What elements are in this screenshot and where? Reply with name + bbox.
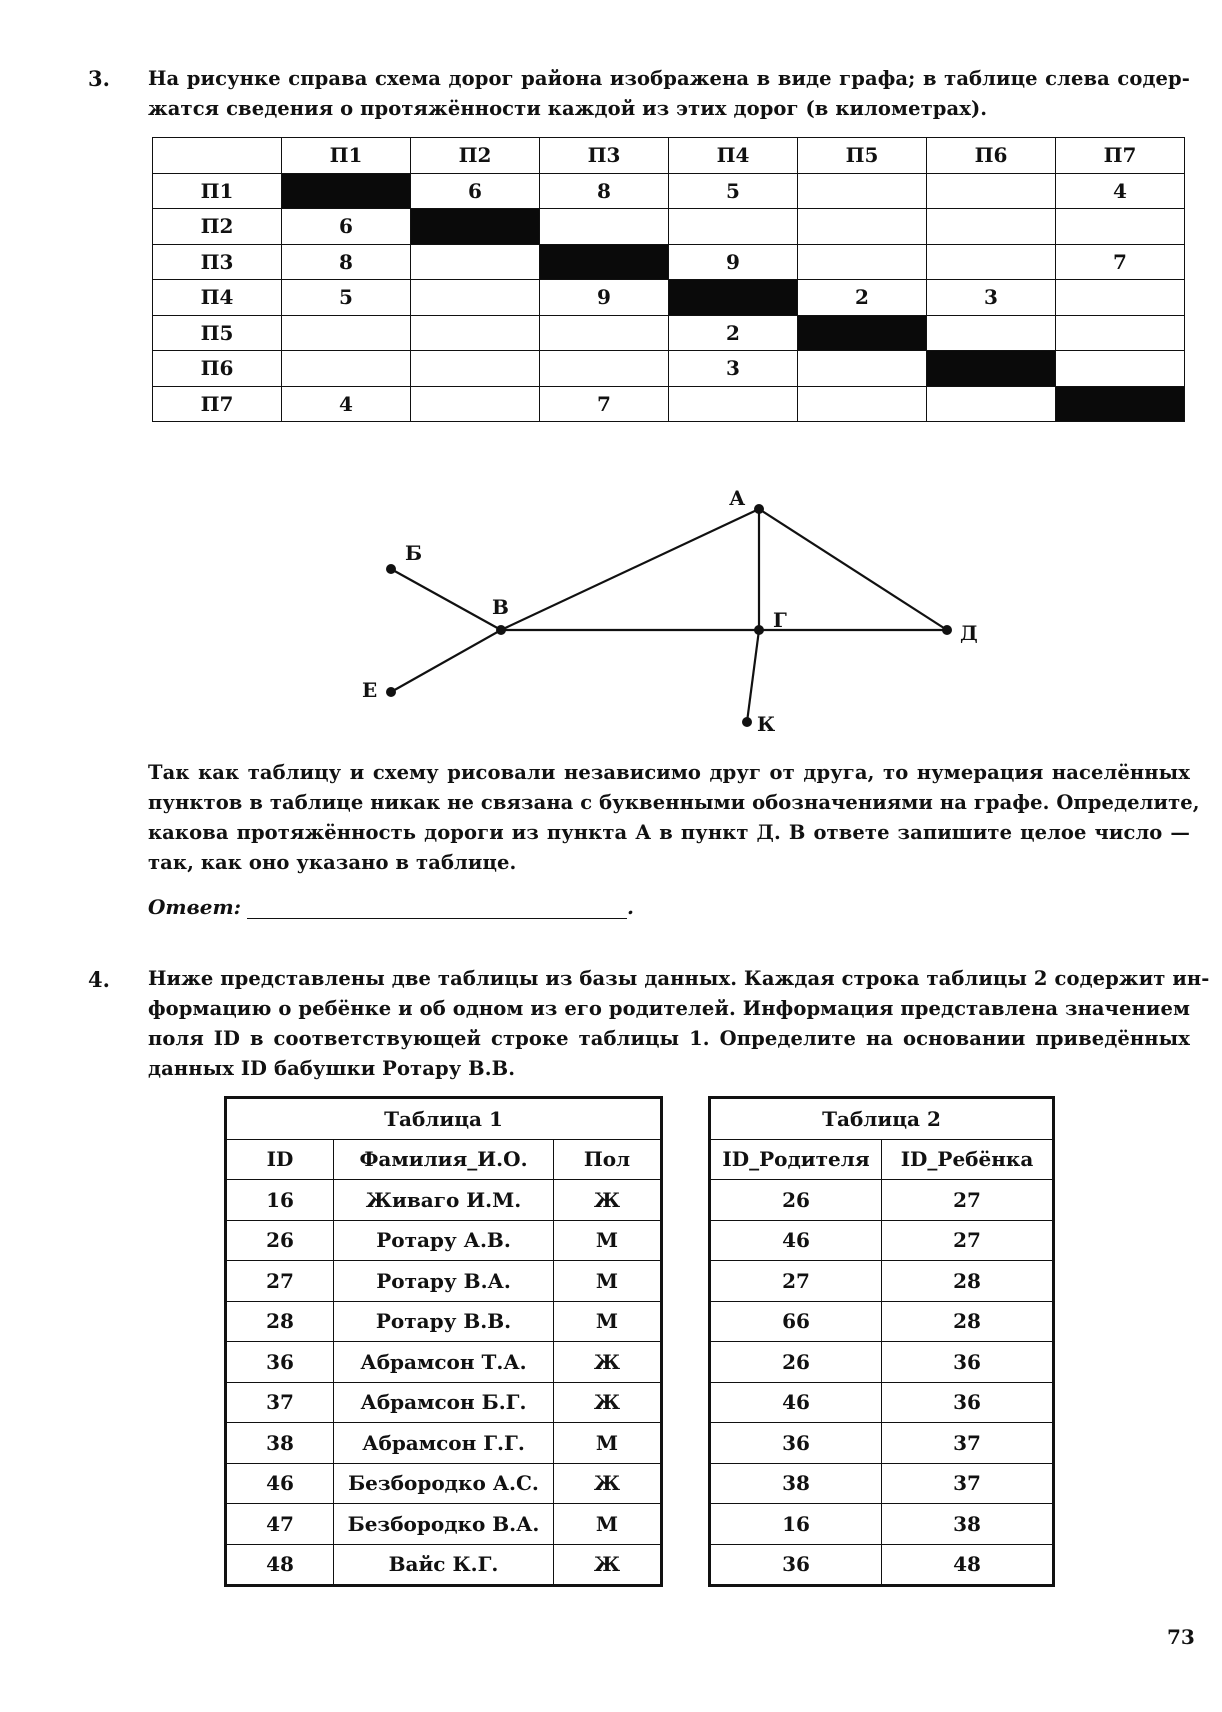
table-cell: 26 bbox=[710, 1342, 882, 1383]
q3-body-line: так, как оно указано в таблице. bbox=[148, 851, 517, 874]
table-cell: 27 bbox=[882, 1180, 1054, 1221]
table-cell: Абрамсон Б.Г. bbox=[334, 1382, 554, 1423]
matrix-row-label: П3 bbox=[153, 244, 282, 280]
table-row bbox=[226, 1301, 662, 1342]
table-cell: 16 bbox=[226, 1180, 334, 1221]
q4-line: Ниже представлены две таблицы из базы данных. Каждая строка таблицы 2 содержит ин- bbox=[148, 967, 1210, 990]
table-cell: 27 bbox=[226, 1261, 334, 1302]
table-cell: 36 bbox=[882, 1382, 1054, 1423]
matrix-header-cell: П7 bbox=[1056, 138, 1185, 174]
label-A: А bbox=[729, 486, 746, 510]
table-row bbox=[710, 1342, 1054, 1383]
table-row bbox=[226, 1261, 662, 1302]
table-row bbox=[226, 1180, 662, 1221]
table-cell: Абрамсон Г.Г. bbox=[334, 1423, 554, 1464]
edge-G-K bbox=[747, 630, 759, 722]
label-G: Г bbox=[773, 608, 787, 632]
label-B: Б bbox=[405, 541, 423, 565]
table-2-header: ID_Ребёнка bbox=[882, 1139, 1054, 1180]
table-cell: Безбородко А.С. bbox=[334, 1463, 554, 1504]
answer-label: Ответ: bbox=[148, 895, 241, 919]
table-cell: Безбородко В.А. bbox=[334, 1504, 554, 1545]
matrix-header-cell: П4 bbox=[669, 138, 798, 174]
matrix-cell: 9 bbox=[540, 280, 669, 316]
matrix-cell: 3 bbox=[669, 351, 798, 387]
matrix-cell: 5 bbox=[669, 173, 798, 209]
node-K bbox=[742, 717, 752, 727]
q4-line: формацию о ребёнке и об одном из его родителей. Информация представлена значением bbox=[148, 997, 1191, 1020]
table-1-caption: Таблица 1 bbox=[226, 1098, 662, 1140]
table-row bbox=[710, 1261, 1054, 1302]
answer-row bbox=[148, 895, 634, 919]
q4-line: поля ID в соответствующей строке таблицы 1. Определите на основании приведённых bbox=[148, 1027, 1190, 1050]
matrix-cell: 8 bbox=[540, 173, 669, 209]
table-row bbox=[710, 1180, 1054, 1221]
table-cell: 37 bbox=[882, 1423, 1054, 1464]
q3-number: 3. bbox=[88, 66, 110, 91]
table-row bbox=[710, 1220, 1054, 1261]
node-V bbox=[496, 625, 506, 635]
matrix-header-cell: П6 bbox=[927, 138, 1056, 174]
table-cell: 36 bbox=[710, 1544, 882, 1586]
table-cell: 47 bbox=[226, 1504, 334, 1545]
table-cell: 28 bbox=[882, 1261, 1054, 1302]
table-row bbox=[710, 1423, 1054, 1464]
q3-body bbox=[148, 758, 1200, 878]
table-cell: М bbox=[554, 1261, 662, 1302]
label-K: К bbox=[757, 712, 776, 736]
table-cell: 27 bbox=[882, 1220, 1054, 1261]
label-E: Е bbox=[362, 678, 378, 702]
table-cell: 46 bbox=[710, 1382, 882, 1423]
matrix-cell: 6 bbox=[411, 173, 540, 209]
table-cell: М bbox=[554, 1423, 662, 1464]
table-cell: 48 bbox=[226, 1544, 334, 1586]
matrix-cell: 2 bbox=[669, 315, 798, 351]
table-row bbox=[226, 1382, 662, 1423]
table-row bbox=[710, 1463, 1054, 1504]
matrix-header-cell: П1 bbox=[282, 138, 411, 174]
matrix-header-cell: П5 bbox=[798, 138, 927, 174]
q3-body-line: пунктов в таблице никак не связана с буквенными обозначениями на графе. Определите, bbox=[148, 791, 1200, 814]
answer-dot: . bbox=[627, 895, 634, 919]
table-cell: 16 bbox=[710, 1504, 882, 1545]
matrix-row-label: П1 bbox=[153, 173, 282, 209]
q4-text bbox=[148, 964, 1210, 1084]
matrix-cell: 3 bbox=[927, 280, 1056, 316]
table-cell: Ротару А.В. bbox=[334, 1220, 554, 1261]
table-cell: Вайс К.Г. bbox=[334, 1544, 554, 1586]
table-row bbox=[226, 1504, 662, 1545]
table-2 bbox=[708, 1096, 1055, 1587]
table-cell: М bbox=[554, 1301, 662, 1342]
q3-body-line: Так как таблицу и схему рисовали независимо друг от друга, то нумерация населённых bbox=[148, 761, 1190, 784]
table-1-header: Пол bbox=[554, 1139, 662, 1180]
matrix-header-cell: П2 bbox=[411, 138, 540, 174]
matrix-row-label: П2 bbox=[153, 209, 282, 245]
table-row bbox=[710, 1504, 1054, 1545]
table-cell: Ж bbox=[554, 1180, 662, 1221]
table-cell: 38 bbox=[226, 1423, 334, 1464]
table-row bbox=[226, 1342, 662, 1383]
matrix-cell: 2 bbox=[798, 280, 927, 316]
matrix-cell: 4 bbox=[1056, 173, 1185, 209]
q4-number: 4. bbox=[88, 967, 110, 992]
node-B bbox=[386, 564, 396, 574]
node-D bbox=[942, 625, 952, 635]
table-cell: Ротару В.А. bbox=[334, 1261, 554, 1302]
table-2-header: ID_Родителя bbox=[710, 1139, 882, 1180]
node-E bbox=[386, 687, 396, 697]
table-cell: 66 bbox=[710, 1301, 882, 1342]
table-cell: Живаго И.М. bbox=[334, 1180, 554, 1221]
table-cell: 38 bbox=[710, 1463, 882, 1504]
label-D: Д bbox=[960, 621, 978, 645]
table-cell: Ж bbox=[554, 1544, 662, 1586]
node-A bbox=[754, 504, 764, 514]
matrix-cell: 7 bbox=[540, 386, 669, 422]
table-cell: Ж bbox=[554, 1342, 662, 1383]
table-row bbox=[226, 1544, 662, 1586]
table-row bbox=[226, 1423, 662, 1464]
table-cell: Ротару В.В. bbox=[334, 1301, 554, 1342]
table-cell: 26 bbox=[710, 1180, 882, 1221]
node-G bbox=[754, 625, 764, 635]
matrix-row-label: П6 bbox=[153, 351, 282, 387]
table-1-header: ID bbox=[226, 1139, 334, 1180]
label-V: В bbox=[492, 595, 509, 619]
table-2-caption: Таблица 2 bbox=[710, 1098, 1054, 1140]
table-cell: Ж bbox=[554, 1463, 662, 1504]
edge-V-B bbox=[391, 569, 501, 630]
q4-line: данных ID бабушки Ротару В.В. bbox=[148, 1057, 516, 1080]
table-cell: М bbox=[554, 1504, 662, 1545]
table-cell: 46 bbox=[710, 1220, 882, 1261]
table-1-header: Фамилия_И.О. bbox=[334, 1139, 554, 1180]
edge-V-A bbox=[501, 509, 759, 630]
page-number: 73 bbox=[1167, 1625, 1195, 1649]
edge-V-E bbox=[391, 630, 501, 692]
matrix-cell: 6 bbox=[282, 209, 411, 245]
matrix-cell: 9 bbox=[669, 244, 798, 280]
table-cell: 46 bbox=[226, 1463, 334, 1504]
table-row bbox=[710, 1301, 1054, 1342]
table-row bbox=[710, 1544, 1054, 1586]
q3-intro-line: На рисунке справа схема дорог района изображена в виде графа; в таблице слева содер- bbox=[148, 67, 1190, 90]
matrix-header-cell: П3 bbox=[540, 138, 669, 174]
q3-intro-line: жатся сведения о протяжённости каждой из этих дорог (в километрах). bbox=[148, 97, 988, 120]
table-cell: Ж bbox=[554, 1382, 662, 1423]
q3-body-line: какова протяжённость дороги из пункта А в пункт Д. В ответе запишите целое число — bbox=[148, 821, 1190, 844]
answer-line[interactable] bbox=[247, 898, 627, 919]
edge-A-D bbox=[759, 509, 947, 630]
road-graph bbox=[0, 0, 1222, 760]
matrix-row-label: П7 bbox=[153, 386, 282, 422]
table-cell: 36 bbox=[226, 1342, 334, 1383]
table-row bbox=[226, 1220, 662, 1261]
matrix-cell: 8 bbox=[282, 244, 411, 280]
table-cell: 37 bbox=[882, 1463, 1054, 1504]
table-cell: 48 bbox=[882, 1544, 1054, 1586]
table-cell: 28 bbox=[882, 1301, 1054, 1342]
table-cell: 26 bbox=[226, 1220, 334, 1261]
matrix-row-label: П4 bbox=[153, 280, 282, 316]
matrix-cell: 5 bbox=[282, 280, 411, 316]
table-row bbox=[710, 1382, 1054, 1423]
matrix-cell: 7 bbox=[1056, 244, 1185, 280]
table-1 bbox=[224, 1096, 663, 1587]
matrix-cell: 4 bbox=[282, 386, 411, 422]
table-cell: 28 bbox=[226, 1301, 334, 1342]
table-row bbox=[226, 1463, 662, 1504]
table-cell: М bbox=[554, 1220, 662, 1261]
table-cell: 27 bbox=[710, 1261, 882, 1302]
table-cell: 38 bbox=[882, 1504, 1054, 1545]
table-cell: 36 bbox=[882, 1342, 1054, 1383]
table-cell: 36 bbox=[710, 1423, 882, 1464]
table-cell: 37 bbox=[226, 1382, 334, 1423]
table-cell: Абрамсон Т.А. bbox=[334, 1342, 554, 1383]
matrix-row-label: П5 bbox=[153, 315, 282, 351]
